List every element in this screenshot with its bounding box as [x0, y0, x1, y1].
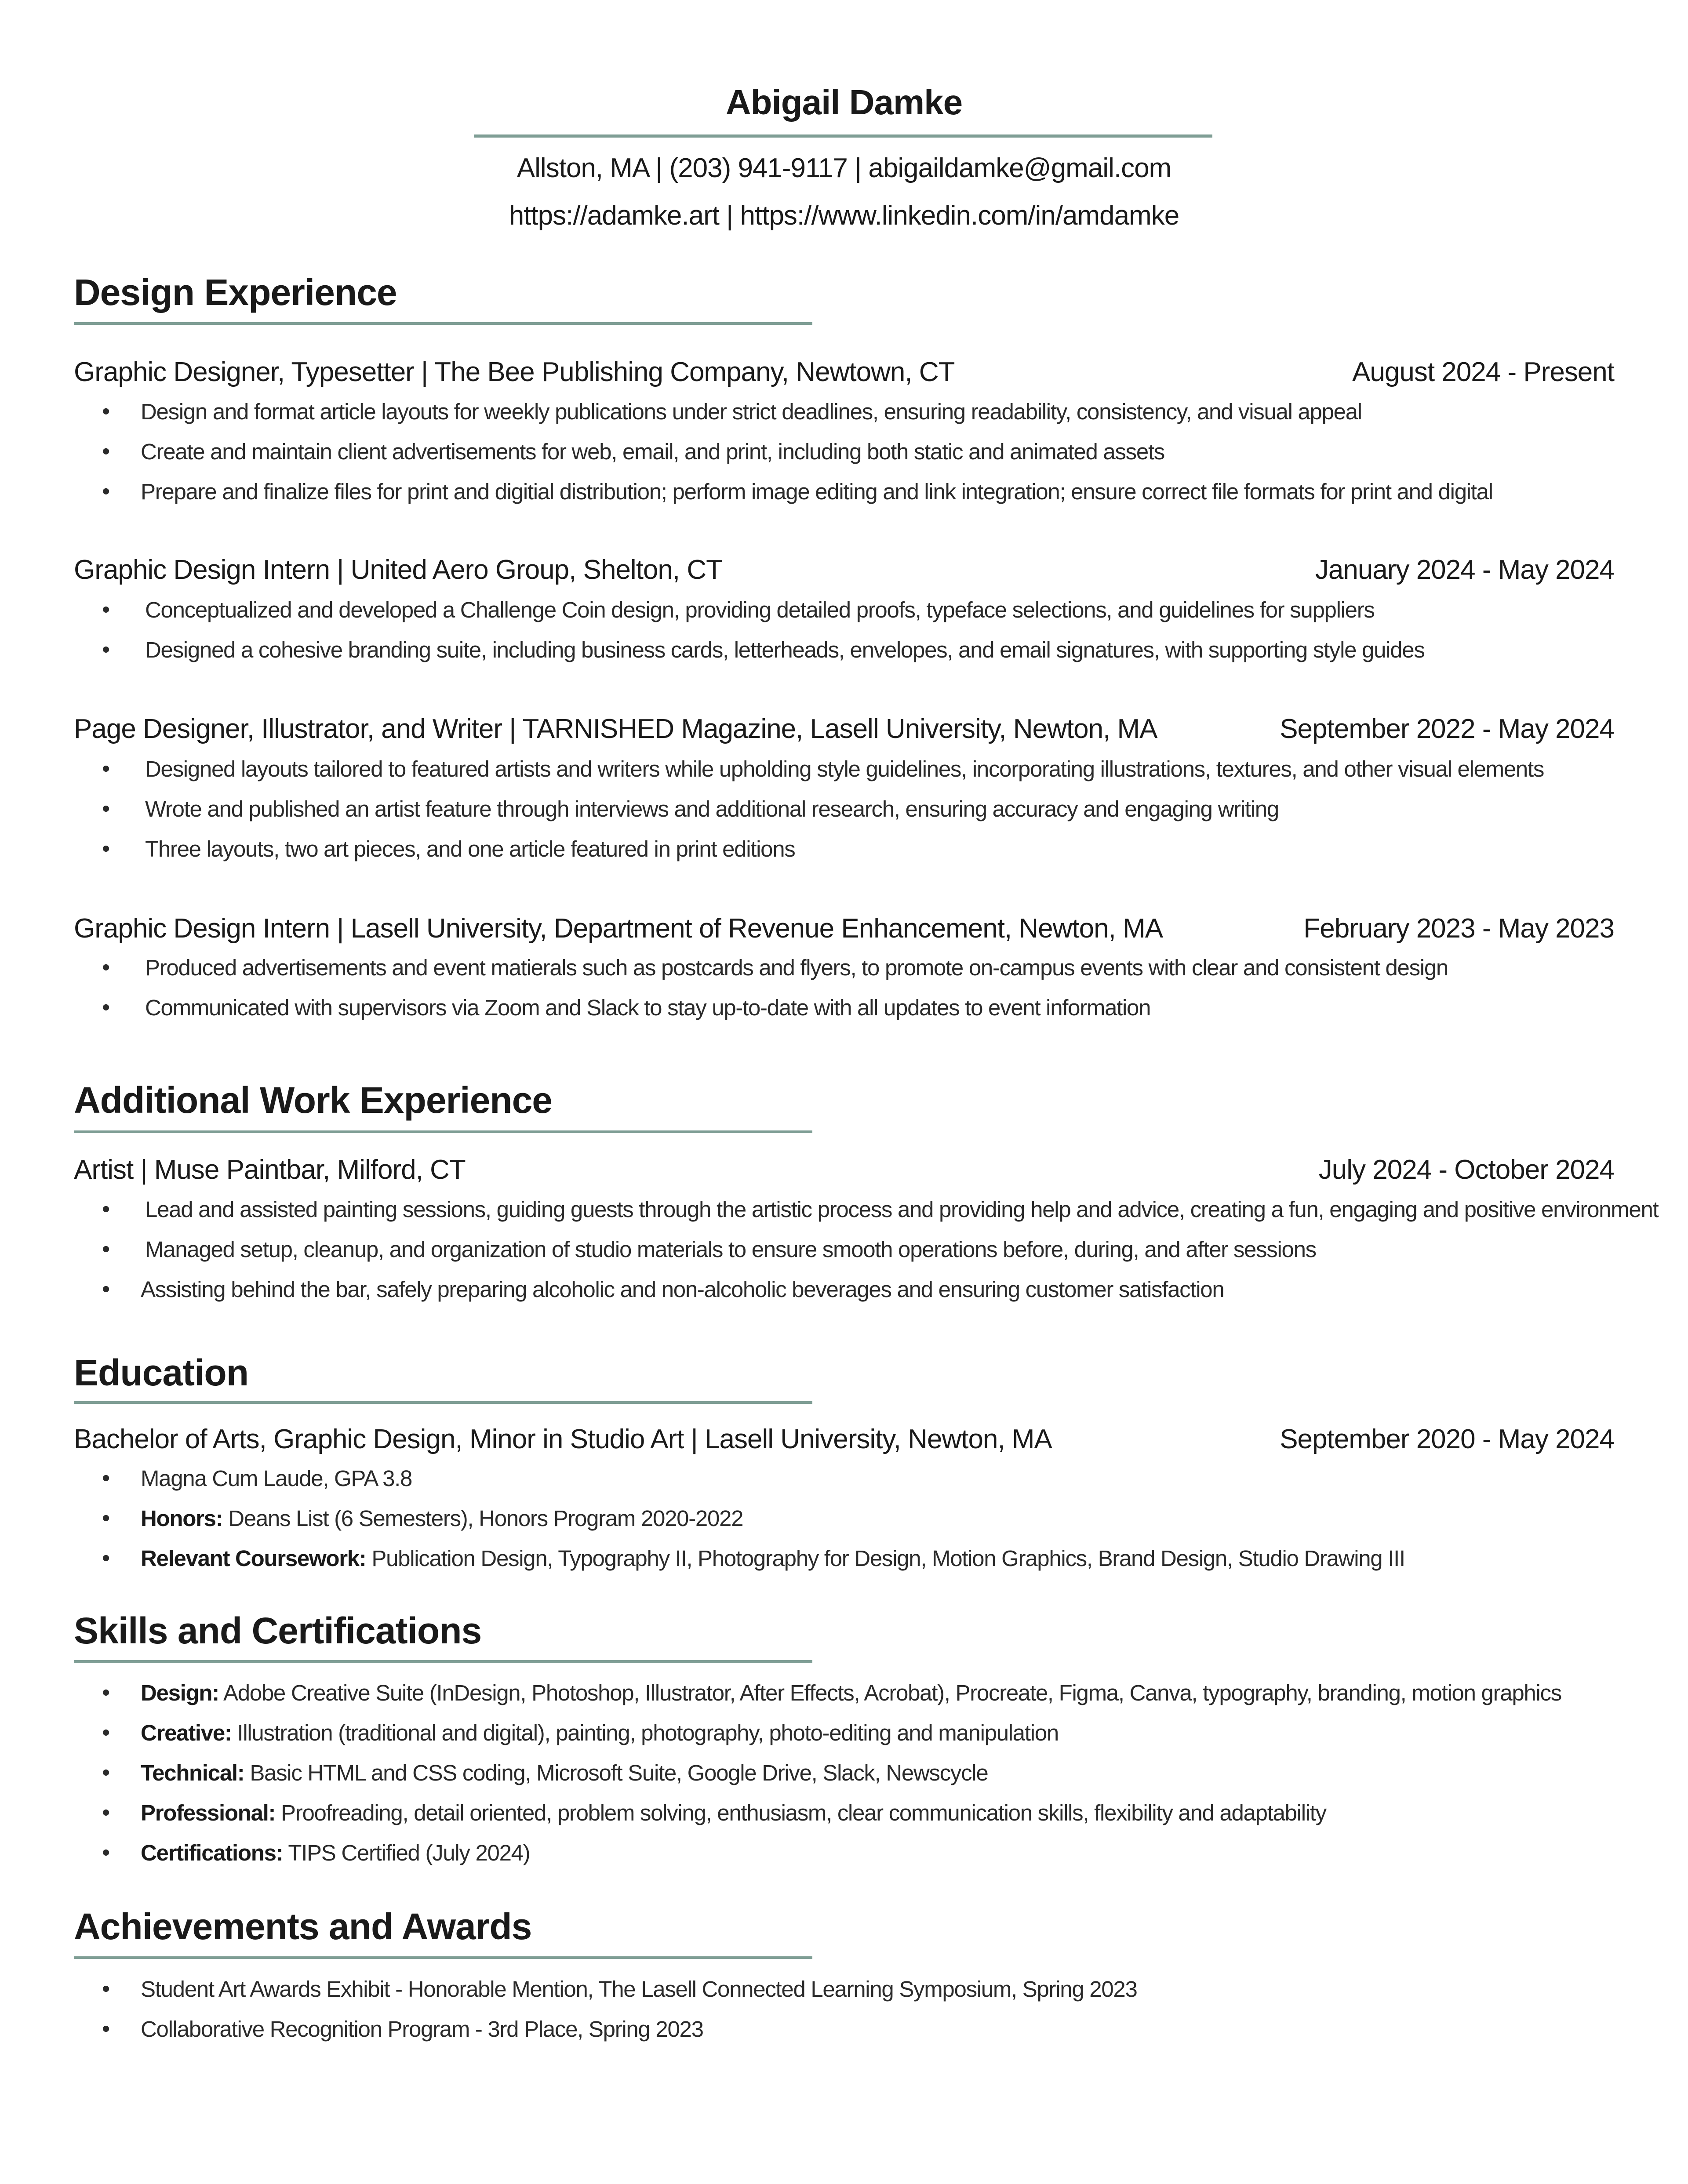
- job-title: Page Designer, Illustrator, and Writer | TARNISHED Magazine, Lasell University, Newton, MA: [74, 714, 1157, 744]
- section-divider: [74, 1956, 812, 1959]
- bullet-label: Certifications:: [141, 1840, 283, 1865]
- section-title-additional-work-experience: Additional Work Experience: [74, 1079, 553, 1121]
- bullet-detail: Basic HTML and CSS coding, Microsoft Suite, Google Drive, Slack, Newscycle: [244, 1760, 988, 1785]
- list-item: [74, 432, 1639, 472]
- degree-dates: September 2020 - May 2024: [1280, 1424, 1614, 1454]
- bullet-text: [141, 1538, 1405, 1578]
- bullet-icon: •: [102, 1720, 109, 1745]
- bullet-text: Three layouts, two art pieces, and one article featured in print editions: [145, 836, 795, 861]
- bullet-detail: Illustration (traditional and digital), painting, photography, photo-editing and manipulation: [231, 1720, 1059, 1745]
- job-title: Graphic Designer, Typesetter | The Bee Publishing Company, Newtown, CT: [74, 357, 955, 387]
- bullet-icon: •: [102, 1760, 109, 1785]
- section-title-achievements: Achievements and Awards: [74, 1906, 532, 1947]
- job-dates: February 2023 - May 2023: [1303, 913, 1614, 944]
- contact-info: Allston, MA | (203) 941-9117 | abigaildamke@gmail.com: [517, 153, 1171, 183]
- bullet-icon: •: [102, 836, 109, 861]
- list-item: [74, 630, 1639, 670]
- section-title-skills: Skills and Certifications: [74, 1610, 482, 1651]
- job-header: [74, 352, 1614, 392]
- job-dates: September 2022 - May 2024: [1280, 714, 1614, 744]
- bullet-icon: •: [102, 1840, 109, 1865]
- job-title: Graphic Design Intern | Lasell University, Department of Revenue Enhancement, Newton, MA: [74, 913, 1163, 944]
- bullet-text: Assisting behind the bar, safely preparing alcoholic and non-alcoholic beverages and ensuring customer satisfaction: [141, 1277, 1224, 1302]
- bullet-icon: •: [102, 1545, 109, 1571]
- list-item: [74, 1458, 1639, 1498]
- education-bullets: [74, 1458, 1639, 1578]
- list-item: [74, 1753, 1639, 1793]
- job-title: Graphic Design Intern | United Aero Group, Shelton, CT: [74, 555, 722, 585]
- bullet-label: Creative:: [141, 1720, 232, 1745]
- section-divider: [74, 1401, 812, 1404]
- section-divider: [74, 1130, 812, 1133]
- section-title-design-experience: Design Experience: [74, 272, 397, 313]
- job-header: [74, 709, 1614, 749]
- bullet-icon: •: [102, 2016, 109, 2042]
- degree-header: [74, 1420, 1614, 1459]
- bullet-icon: •: [102, 1276, 109, 1302]
- bullet-icon: •: [102, 995, 109, 1020]
- bullet-label: Professional:: [141, 1800, 276, 1825]
- bullet-icon: •: [102, 1505, 109, 1531]
- list-item: [74, 1538, 1639, 1578]
- list-item: [74, 1833, 1639, 1873]
- bullet-text: Lead and assisted painting sessions, guiding guests through the artistic process and providing help and advice, creating a fun, engaging and positive environment: [145, 1197, 1659, 1222]
- bullet-detail: Deans List (6 Semesters), Honors Program 2020-2022: [222, 1506, 743, 1531]
- bullet-text: [141, 1673, 1561, 1713]
- bullet-text: Produced advertisements and event matierals such as postcards and flyers, to promote on-campus events with clear and consistent design: [145, 955, 1448, 980]
- list-item: [74, 1189, 1659, 1229]
- list-item: [74, 1969, 1639, 2009]
- bullet-icon: •: [102, 955, 109, 980]
- bullet-icon: •: [102, 1680, 109, 1705]
- bullet-label: Technical:: [141, 1760, 244, 1785]
- bullet-text: [141, 1753, 988, 1793]
- candidate-name: Abigail Damke: [725, 83, 963, 122]
- bullet-icon: •: [102, 1976, 109, 2002]
- bullet-text: Student Art Awards Exhibit - Honorable Mention, The Lasell Connected Learning Symposium, Spring 2023: [141, 1977, 1137, 2002]
- bullet-icon: •: [102, 439, 109, 464]
- bullet-text: [141, 1833, 530, 1873]
- job-bullets: [74, 948, 1639, 1028]
- list-item: [74, 1793, 1639, 1833]
- bullet-icon: •: [102, 597, 109, 622]
- list-item: [74, 789, 1639, 829]
- list-item: [74, 590, 1639, 630]
- bullet-detail: Proofreading, detail oriented, problem solving, enthusiasm, clear communication skills, flexibility and adaptability: [275, 1800, 1326, 1825]
- bullet-label: Design:: [141, 1680, 219, 1705]
- bullet-icon: •: [102, 1465, 109, 1491]
- job-title: Artist | Muse Paintbar, Milford, CT: [74, 1155, 466, 1185]
- list-item: [74, 1673, 1639, 1713]
- bullet-label: Relevant Coursework:: [141, 1546, 366, 1571]
- bullet-text: Collaborative Recognition Program - 3rd Place, Spring 2023: [141, 2017, 703, 2042]
- list-item: [74, 829, 1639, 869]
- job-bullets: [74, 392, 1639, 512]
- list-item: [74, 749, 1639, 789]
- job-dates: January 2024 - May 2024: [1315, 555, 1614, 585]
- bullet-detail: TIPS Certified (July 2024): [283, 1840, 530, 1865]
- name-divider: [474, 134, 1212, 138]
- bullet-text: Designed a cohesive branding suite, including business cards, letterheads, envelopes, and email signatures, with supporting style guides: [145, 637, 1425, 662]
- job-dates: August 2024 - Present: [1352, 357, 1614, 387]
- bullet-label: Honors:: [141, 1506, 223, 1531]
- bullet-text: [141, 1793, 1326, 1833]
- bullet-text: Prepare and finalize files for print and digitial distribution; perform image editing and link integration; ensure correct file formats for print and digital: [141, 479, 1493, 504]
- bullet-text: Communicated with supervisors via Zoom and Slack to stay up-to-date with all updates to event information: [145, 995, 1151, 1020]
- list-item: [74, 472, 1639, 512]
- job-dates: July 2024 - October 2024: [1318, 1155, 1614, 1185]
- list-item: [74, 392, 1639, 432]
- degree-title: Bachelor of Arts, Graphic Design, Minor in Studio Art | Lasell University, Newton, MA: [74, 1424, 1052, 1454]
- job-header: [74, 1150, 1614, 1190]
- bullet-icon: •: [102, 796, 109, 821]
- section-title-education: Education: [74, 1352, 249, 1393]
- job-header: [74, 550, 1614, 590]
- job-bullets: [74, 749, 1639, 869]
- bullet-text: Conceptualized and developed a Challenge Coin design, providing detailed proofs, typeface selections, and guidelines for suppliers: [145, 597, 1375, 622]
- section-divider: [74, 1660, 812, 1663]
- bullet-icon: •: [102, 756, 109, 781]
- bullet-detail: Publication Design, Typography II, Photography for Design, Motion Graphics, Brand Design, Studio Drawing III: [366, 1546, 1405, 1571]
- bullet-text: Create and maintain client advertisements for web, email, and print, including both static and animated assets: [141, 439, 1165, 464]
- list-item: [74, 1269, 1639, 1309]
- list-item: [74, 1713, 1639, 1753]
- list-item: [74, 2009, 1639, 2049]
- web-links: https://adamke.art | https://www.linkedin.com/in/amdamke: [509, 200, 1179, 231]
- job-bullets: [74, 590, 1639, 670]
- bullet-icon: •: [102, 479, 109, 504]
- bullet-text: Design and format article layouts for weekly publications under strict deadlines, ensuring readability, consistency, and visual appeal: [141, 399, 1362, 424]
- list-item: [74, 948, 1639, 988]
- bullet-text: Designed layouts tailored to featured artists and writers while upholding style guidelines, incorporating illustrations, textures, and other visual elements: [145, 756, 1544, 781]
- achievements-bullets: [74, 1969, 1639, 2049]
- bullet-icon: •: [102, 1196, 109, 1222]
- job-header: [74, 909, 1614, 948]
- bullet-text: [141, 1713, 1059, 1753]
- bullet-text: Managed setup, cleanup, and organization of studio materials to ensure smooth operations before, during, and after sessions: [145, 1237, 1316, 1262]
- bullet-icon: •: [102, 637, 109, 662]
- list-item: [74, 1229, 1639, 1269]
- job-bullets: [74, 1189, 1659, 1309]
- skills-bullets: [74, 1673, 1639, 1873]
- section-divider: [74, 322, 812, 325]
- bullet-text: [141, 1498, 743, 1538]
- bullet-detail: Adobe Creative Suite (InDesign, Photoshop, Illustrator, After Effects, Acrobat), Procreate, Figma, Canva, typography, branding, motion graphics: [218, 1680, 1561, 1705]
- bullet-icon: •: [102, 399, 109, 424]
- bullet-icon: •: [102, 1236, 109, 1262]
- bullet-text: Wrote and published an artist feature through interviews and additional research, ensuring accuracy and engaging writing: [145, 796, 1279, 821]
- list-item: [74, 988, 1639, 1028]
- list-item: [74, 1498, 1639, 1538]
- bullet-text: Magna Cum Laude, GPA 3.8: [141, 1466, 412, 1491]
- bullet-icon: •: [102, 1800, 109, 1825]
